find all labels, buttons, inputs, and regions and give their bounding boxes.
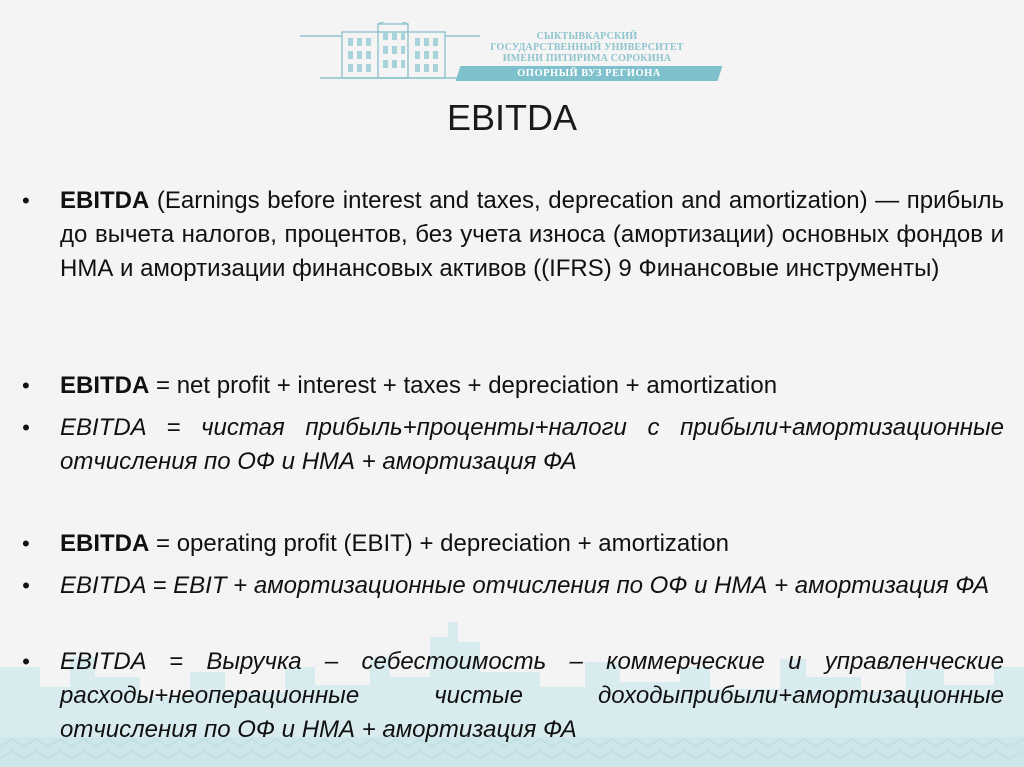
logo-banner-text: ОПОРНЫЙ ВУЗ РЕГИОНА <box>517 68 661 79</box>
bullet-item <box>60 527 1004 561</box>
logo-text-line2: ГОСУДАРСТВЕННЫЙ УНИВЕРСИТЕТ <box>490 42 684 53</box>
bullet-term: EBITDA <box>60 187 150 214</box>
logo-text-line3: ИМЕНИ ПИТИРИМА СОРОКИНА <box>502 53 672 64</box>
bullet-text: = operating profit (EBIT) + depreciation + amortization <box>149 530 729 557</box>
bullet-text: (Earnings before interest and taxes, deprecation and amortization) — прибыль до вычета налогов, процентов, без учета износа (амортизации) основных фондов и НМА и амортизации финансовых активов ((IFRS) 9 Финансовые инструменты) <box>60 187 1004 282</box>
bullet-term: EBITDA <box>60 530 150 557</box>
bullet-item <box>60 645 1004 747</box>
bullet-text: EBITDA = EBIT + амортизационные отчисления по ОФ и НМА + амортизация ФА <box>60 572 990 599</box>
bullet-item <box>60 184 1004 286</box>
bullet-text: = net profit + interest + taxes + depreciation + amortization <box>149 372 778 399</box>
slide-title: EBITDA <box>446 97 578 138</box>
bullet-item <box>60 569 1004 603</box>
bullet-term: EBITDA <box>60 372 150 399</box>
bullet-text: EBITDA = чистая прибыль+проценты+налоги с прибыли+амортизационные отчисления по ОФ и НМА + амортизация ФА <box>60 414 1004 475</box>
logo-text-line1: СЫКТЫВКАРСКИЙ <box>536 31 638 42</box>
bullet-item <box>60 369 1004 403</box>
bullet-item <box>60 411 1004 479</box>
bullet-text: EBITDA = Выручка – себестоимость – коммерческие и управленческие расходы+неоперационные чистые доходыприбыли+амортизационные отчисления по ОФ и НМА + амортизация ФА <box>60 648 1004 743</box>
